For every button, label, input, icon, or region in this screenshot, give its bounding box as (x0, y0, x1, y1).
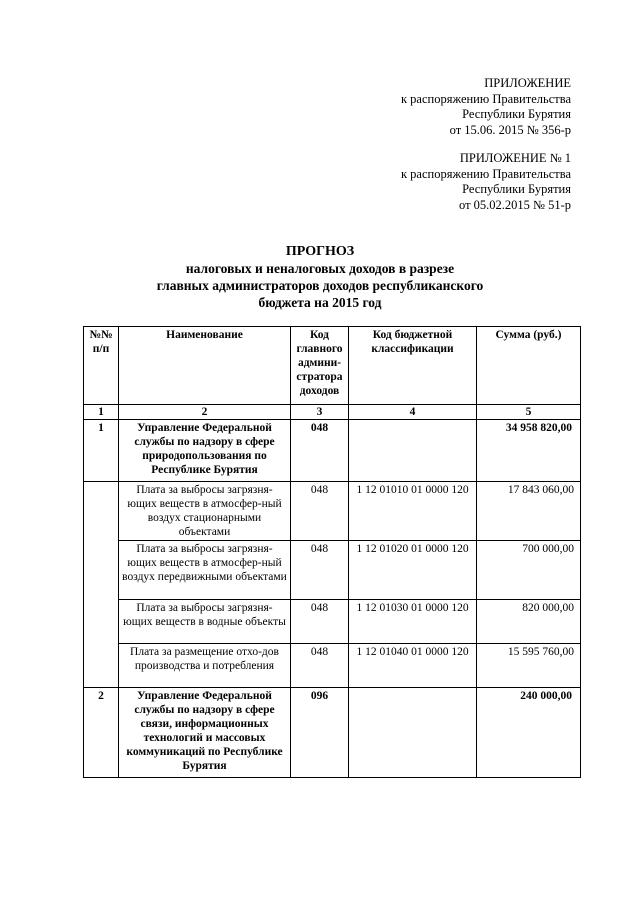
column-index-cell: 5 (477, 405, 581, 420)
document-title-line4: бюджета на 2015 год (258, 295, 382, 310)
table-row (84, 688, 581, 778)
row-admin-code: 048 (291, 420, 349, 482)
row-kbk: 1 12 01040 01 0000 120 (349, 644, 477, 688)
appendix-original-line1: к распоряжению Правительства (400, 166, 571, 181)
header-sum: Сумма (руб.) (477, 327, 581, 405)
row-kbk: 1 12 01030 01 0000 120 (349, 600, 477, 644)
appendix-original-block (401, 151, 571, 213)
appendix-current-line2: Республики Бурятия (462, 107, 571, 121)
column-index-cell: 1 (84, 405, 119, 420)
appendix-original-line3: от 05.02.2015 № 51-р (458, 197, 571, 212)
table-row (84, 420, 581, 482)
row-sum: 17 843 060,00 (477, 482, 581, 541)
row-sum: 240 000,00 (477, 688, 581, 778)
header-admin-code: Код главного админи-стратора доходов (291, 327, 349, 405)
row-sum: 820 000,00 (477, 600, 581, 644)
row-name: Управление Федеральной службы по надзору в сфере природопользования по Республике Бурятия (119, 420, 291, 482)
row-admin-code: 048 (291, 644, 349, 688)
row-num: 1 (84, 420, 119, 482)
column-index-row (84, 405, 581, 420)
row-admin-code: 048 (291, 541, 349, 600)
document-title-main: ПРОГНОЗ (285, 244, 355, 259)
header-name: Наименование (119, 327, 291, 405)
row-name: Плата за выбросы загрязня-ющих веществ в атмосфер-ный воздух передвижными объектами (119, 541, 291, 600)
row-kbk: 1 12 01020 01 0000 120 (349, 541, 477, 600)
row-name: Плата за выбросы загрязня-ющих веществ в водные объекты (119, 600, 291, 644)
row-num-empty (84, 482, 119, 688)
table-row (84, 600, 581, 644)
appendix-current-line1: к распоряжению Правительства (400, 91, 571, 106)
document-title-line3: главных администраторов доходов республиканского (156, 278, 484, 293)
forecast-table (83, 326, 581, 778)
table-row (84, 644, 581, 688)
row-kbk (349, 420, 477, 482)
row-sum: 34 958 820,00 (477, 420, 581, 482)
column-index-cell: 4 (349, 405, 477, 420)
document-title (0, 243, 640, 311)
row-kbk: 1 12 01010 01 0000 120 (349, 482, 477, 541)
table-header-row (84, 327, 581, 405)
column-index-cell: 2 (119, 405, 291, 420)
row-name: Управление Федеральной службы по надзору в сфере связи, информационных технологий и массовых коммуникаций по Республике Бурятия (119, 688, 291, 778)
header-num: №№ п/п (84, 327, 119, 405)
row-kbk (349, 688, 477, 778)
row-name: Плата за размещение отхо-дов производства и потребления (119, 644, 291, 688)
appendix-original-title: ПРИЛОЖЕНИЕ № 1 (459, 151, 571, 165)
row-sum: 700 000,00 (477, 541, 581, 600)
table-row (84, 482, 581, 541)
appendix-current-block (401, 76, 571, 138)
row-admin-code: 048 (291, 482, 349, 541)
row-admin-code: 096 (291, 688, 349, 778)
header-kbk: Код бюджетной классификации (349, 327, 477, 405)
row-num: 2 (84, 688, 119, 778)
column-index-cell: 3 (291, 405, 349, 420)
appendix-current-line3: от 15.06. 2015 № 356-р (449, 122, 571, 137)
appendix-current-title: ПРИЛОЖЕНИЕ (484, 76, 571, 90)
document-title-line2: налоговых и неналоговых доходов в разрезе (185, 261, 455, 276)
row-name: Плата за выбросы загрязня-ющих веществ в атмосфер-ный воздух стационарными объектами (119, 482, 291, 541)
table-row (84, 541, 581, 600)
appendix-original-line2: Республики Бурятия (462, 182, 571, 196)
row-admin-code: 048 (291, 600, 349, 644)
row-sum: 15 595 760,00 (477, 644, 581, 688)
